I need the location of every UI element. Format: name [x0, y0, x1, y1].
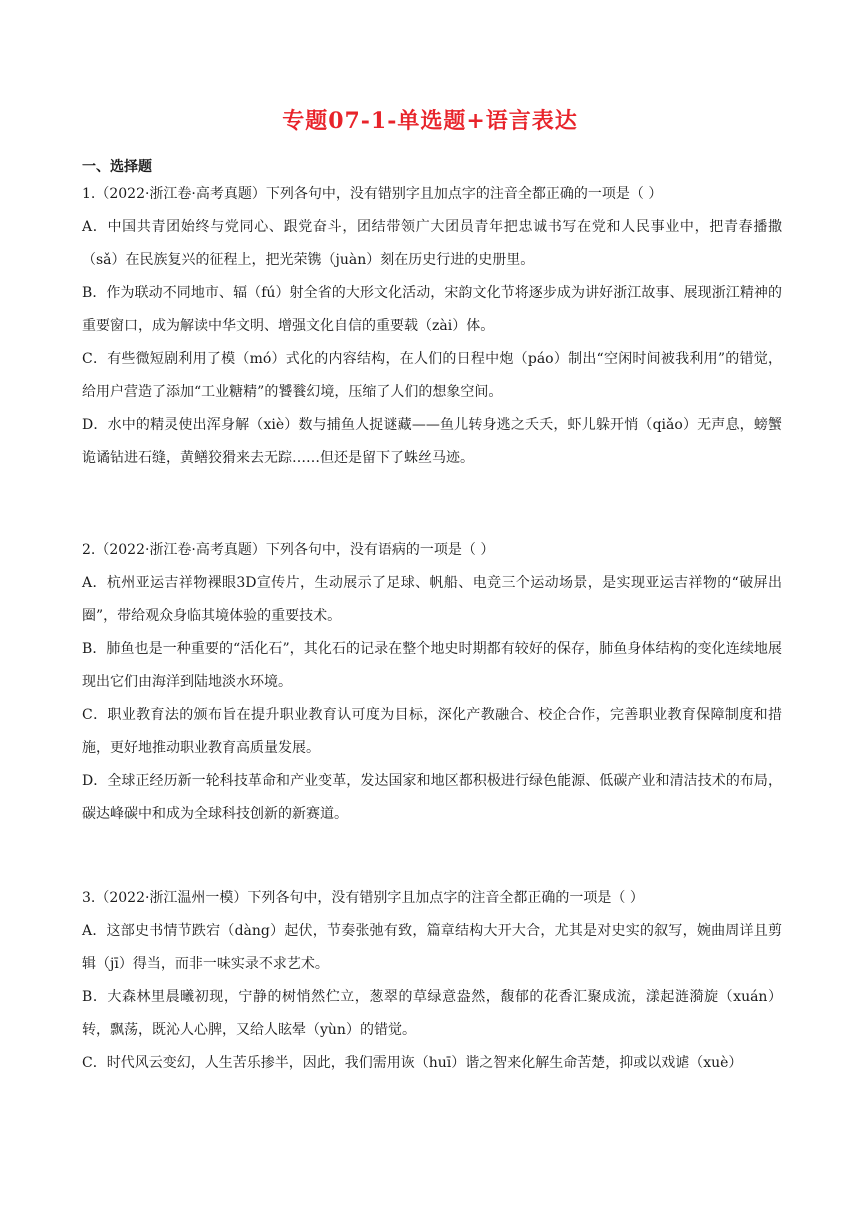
option-b: B．作为联动不同地市、辐（fú）射全省的大形文化活动，宋韵文化节将逐步成为讲好浙江故事、展现浙江精神的重要窗口，成为解读中华文明、增强文化自信的重要载（zài）体。	[82, 285, 782, 334]
section-heading: 一、选择题	[82, 159, 152, 175]
question-stem: 1.（2022·浙江卷·高考真题）下列各句中，没有错别字且加点字的注音全都正确的一项是（ ）	[82, 186, 663, 202]
question-3	[82, 882, 782, 1080]
question-stem: 3.（2022·浙江温州一模）下列各句中，没有错别字且加点字的注音全都正确的一项是（ ）	[82, 890, 644, 906]
option-c: C．职业教育法的颁布旨在提升职业教育认可度为目标，深化产教融合、校企合作，完善职业教育保障制度和措施，更好地推动职业教育高质量发展。	[82, 707, 782, 756]
option-d: D．全球正经历新一轮科技革命和产业变革，发达国家和地区都积极进行绿色能源、低碳产业和清洁技术的布局，碳达峰碳中和成为全球科技创新的新赛道。	[82, 773, 782, 822]
option-c: C．时代风云变幻，人生苦乐掺半，因此，我们需用诙（huī）谐之智来化解生命苦楚，抑或以戏谑（xuè）	[82, 1055, 743, 1071]
option-b: B．大森林里晨曦初现，宁静的树悄然伫立，葱翠的草绿意盎然，馥郁的花香汇聚成流，漾起涟漪旋（xuán）转，飘荡，既沁人心脾，又给人眩晕（yùn）的错觉。	[82, 989, 782, 1038]
option-a: A．杭州亚运吉祥物裸眼3D宣传片，生动展示了足球、帆船、电竞三个运动场景，是实现亚运吉祥物的“破屏出圈”，带给观众身临其境体验的重要技术。	[82, 575, 782, 624]
option-c: C．有些微短剧利用了模（mó）式化的内容结构，在人们的日程中炮（páo）制出“空闲时间被我利用”的错觉，给用户营造了添加“工业糖精”的饕餮幻境，压缩了人们的想象空间。	[82, 351, 782, 400]
document-title: 专题07-1-单选题+语言表达	[282, 108, 578, 134]
option-a: A．这部史书情节跌宕（dàng）起伏，节奏张弛有致，篇章结构大开大合，尤其是对史实的叙写，婉曲周详且剪辑（jī）得当，而非一味实录不求艺术。	[82, 923, 782, 972]
question-1	[82, 178, 782, 475]
question-2	[82, 534, 782, 831]
option-b: B．肺鱼也是一种重要的“活化石”，其化石的记录在整个地史时期都有较好的保存，肺鱼身体结构的变化连续地展现出它们由海洋到陆地淡水环境。	[82, 641, 782, 690]
option-a: A．中国共青团始终与党同心、跟党奋斗，团结带领广大团员青年把忠诚书写在党和人民事业中，把青春播撒（sǎ）在民族复兴的征程上，把光荣镌（juàn）刻在历史行进的史册里。	[82, 219, 782, 268]
option-d: D．水中的精灵使出浑身解（xiè）数与捕鱼人捉谜藏——鱼儿转身逃之夭夭，虾儿躲开悄（qiǎo）无声息，螃蟹诡谲钻进石缝，黄鳝狡猾来去无踪……但还是留下了蛛丝马迹。	[82, 417, 782, 466]
question-stem: 2.（2022·浙江卷·高考真题）下列各句中，没有语病的一项是（ ）	[82, 542, 495, 558]
